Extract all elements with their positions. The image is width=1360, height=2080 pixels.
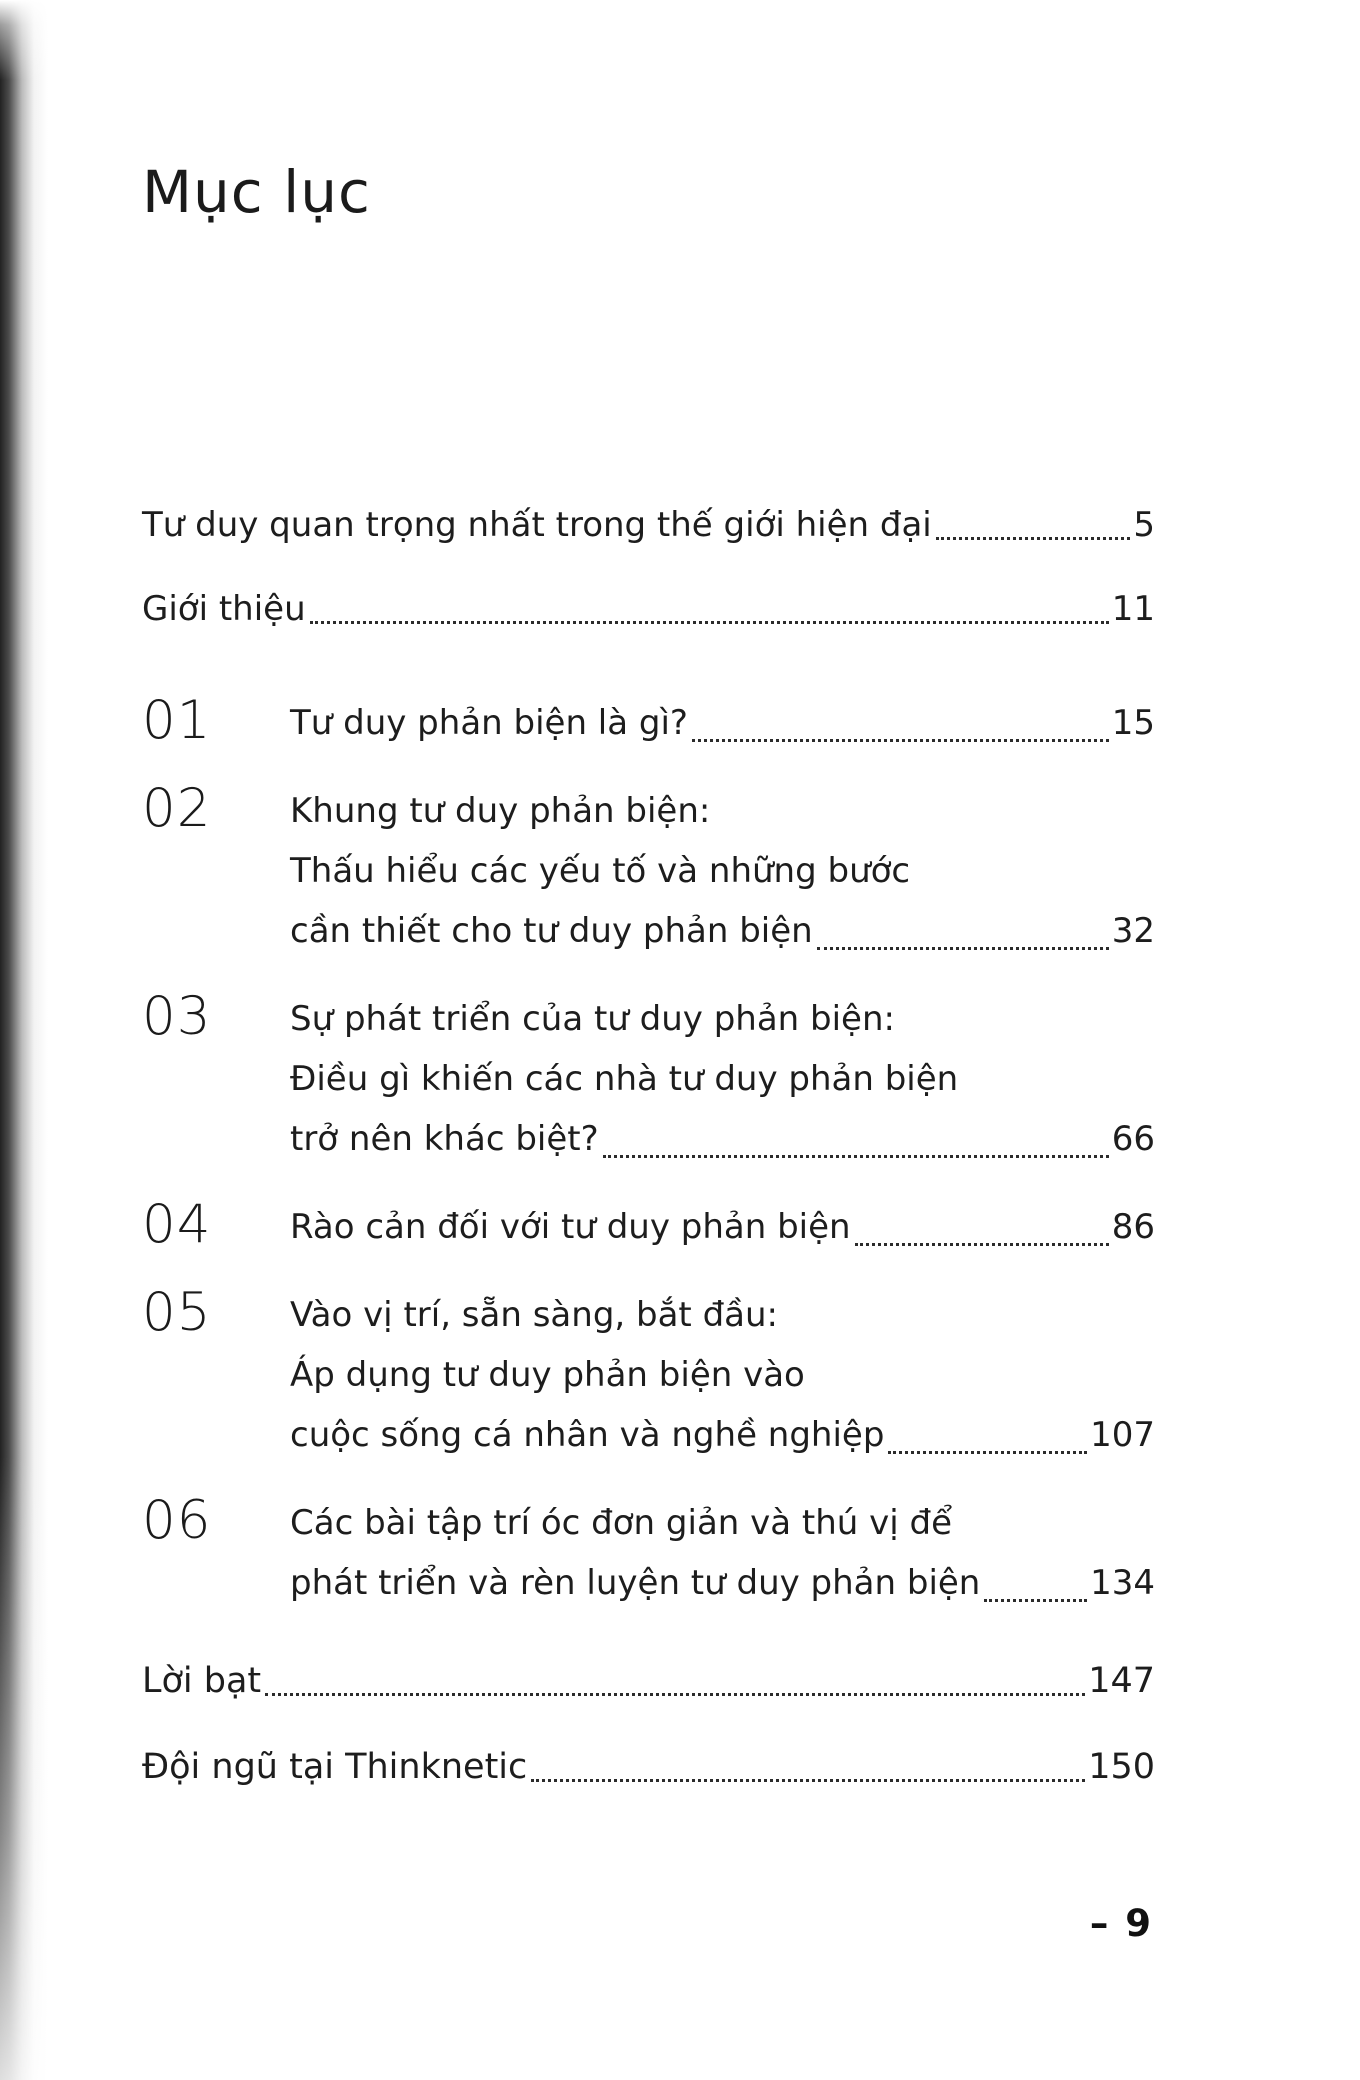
chapter-page-number: 15 — [1111, 702, 1155, 743]
chapter-text — [290, 1197, 1155, 1257]
chapter-page-number: 134 — [1090, 1562, 1155, 1603]
chapter-page-number: 107 — [1090, 1414, 1155, 1455]
entry-label: Tư duy quan trọng nhất trong thế giới hiện đại — [142, 504, 932, 545]
chapter-line-text: cuộc sống cá nhân và nghề nghiệp — [290, 1414, 885, 1455]
toc-chapters — [142, 689, 1155, 1613]
chapter-line-text: phát triển và rèn luyện tư duy phản biện — [290, 1562, 981, 1603]
chapter-text — [290, 989, 1155, 1169]
dot-leader — [310, 621, 1109, 624]
chapter-line: Điều gì khiến các nhà tư duy phản biện — [290, 1058, 959, 1099]
chapter-line: Các bài tập trí óc đơn giản và thú vị để — [290, 1502, 953, 1543]
entry-label: Giới thiệu — [142, 588, 306, 629]
chapter-text — [290, 1285, 1155, 1465]
dot-leader — [855, 1243, 1109, 1246]
chapter-line — [290, 1553, 1155, 1613]
chapter-number: 04 — [142, 1193, 212, 1255]
chapter-number: 06 — [142, 1489, 212, 1551]
toc-entry — [142, 1659, 1155, 1703]
dot-leader — [531, 1779, 1085, 1782]
toc-front-matter — [142, 503, 1155, 631]
chapter-line-text: cần thiết cho tư duy phản biện — [290, 910, 813, 951]
entry-page-number: 5 — [1133, 504, 1155, 545]
chapter-line: Sự phát triển của tư duy phản biện: — [290, 998, 895, 1039]
chapter-line: Áp dụng tư duy phản biện vào — [290, 1354, 805, 1395]
chapter-line: Thấu hiểu các yếu tố và những bước — [290, 850, 911, 891]
chapter-number: 03 — [142, 985, 212, 1047]
page-number: – 9 — [1089, 1902, 1153, 1945]
chapter-page-number: 66 — [1111, 1118, 1155, 1159]
chapter-page-number: 86 — [1111, 1206, 1155, 1247]
dot-leader — [984, 1599, 1087, 1602]
chapter-number: 05 — [142, 1281, 212, 1343]
chapter-number: 02 — [142, 777, 212, 839]
chapter-line-text: trở nên khác biệt? — [290, 1118, 599, 1159]
entry-label: Lời bạt — [142, 1660, 262, 1701]
chapter-page-number: 32 — [1111, 910, 1155, 951]
chapter-line — [290, 1405, 1155, 1465]
dot-leader — [888, 1451, 1087, 1454]
toc-chapter — [142, 1489, 1155, 1613]
entry-page-number: 147 — [1088, 1660, 1155, 1701]
toc-chapter — [142, 1193, 1155, 1257]
chapter-text — [290, 1493, 1155, 1613]
toc-chapter — [142, 1281, 1155, 1465]
toc-entry — [142, 1745, 1155, 1789]
dot-leader — [603, 1155, 1109, 1158]
chapter-line: Khung tư duy phản biện: — [290, 790, 711, 831]
dot-leader — [692, 739, 1109, 742]
toc-chapter — [142, 689, 1155, 753]
chapter-line-text: Rào cản đối với tư duy phản biện — [290, 1206, 851, 1247]
chapter-text — [290, 781, 1155, 961]
page-title: Mục lục — [142, 158, 371, 226]
chapter-line — [290, 1109, 1155, 1169]
chapter-number: 01 — [142, 689, 212, 751]
chapter-line: Vào vị trí, sẵn sàng, bắt đầu: — [290, 1294, 778, 1335]
toc-chapter — [142, 985, 1155, 1169]
entry-page-number: 11 — [1111, 588, 1155, 629]
toc-chapter — [142, 777, 1155, 961]
dot-leader — [265, 1693, 1085, 1696]
chapter-line — [290, 1197, 1155, 1257]
toc-page — [142, 0, 1155, 1789]
toc-entry — [142, 587, 1155, 631]
entry-label: Đội ngũ tại Thinknetic — [142, 1746, 528, 1787]
chapter-text — [290, 693, 1155, 753]
toc-back-matter — [142, 1659, 1155, 1789]
toc-entry — [142, 503, 1155, 547]
entry-page-number: 150 — [1088, 1746, 1155, 1787]
chapter-line — [290, 693, 1155, 753]
chapter-line — [290, 901, 1155, 961]
page-spine-shadow — [0, 0, 48, 2080]
dot-leader — [817, 947, 1109, 950]
chapter-line-text: Tư duy phản biện là gì? — [290, 702, 688, 743]
dot-leader — [936, 537, 1131, 540]
